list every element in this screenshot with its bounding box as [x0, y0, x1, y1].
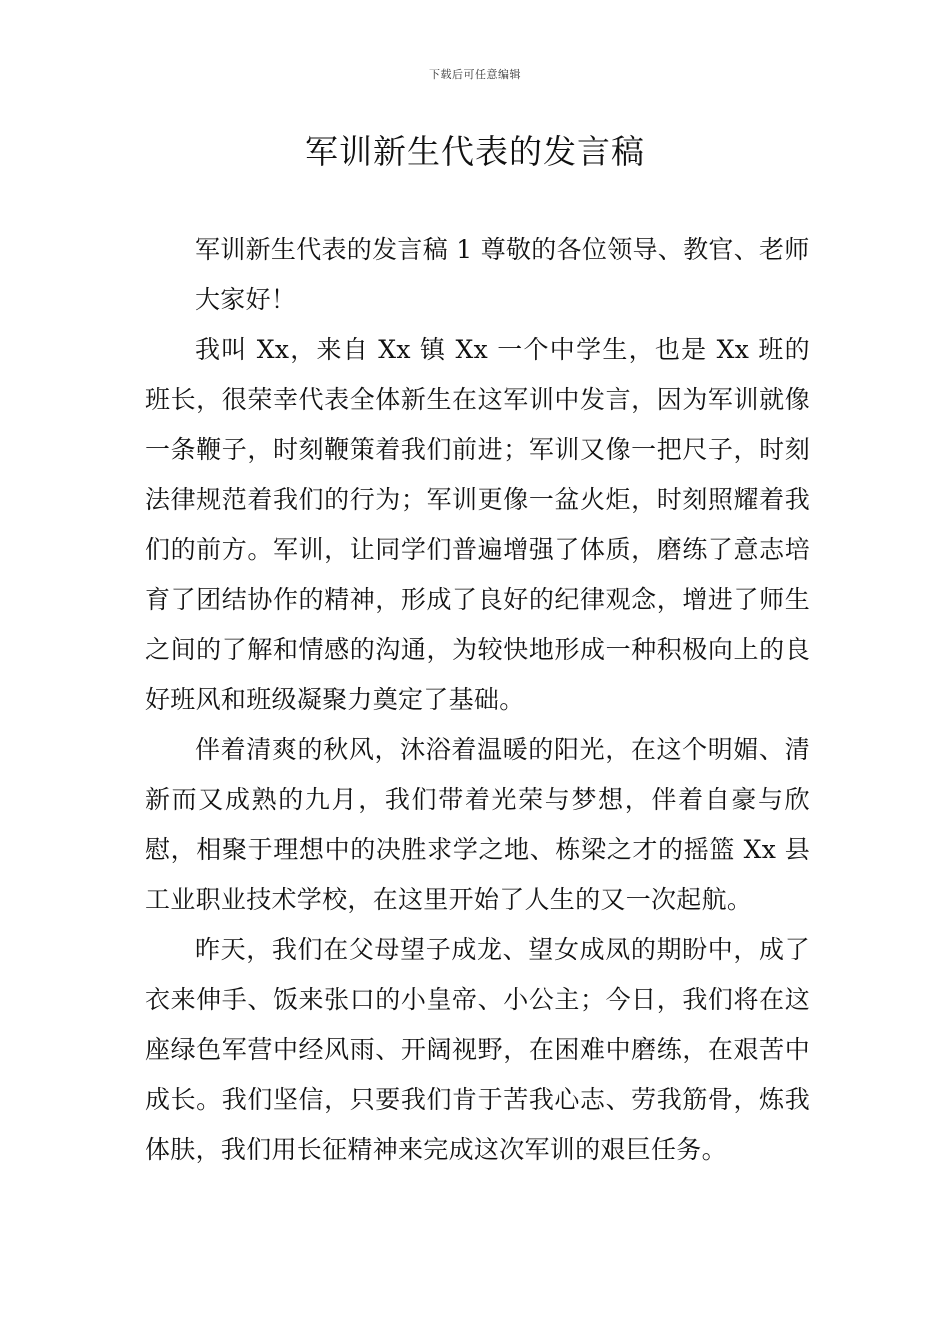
document-title: 军训新生代表的发言稿 — [305, 132, 645, 171]
paragraph-introduction: 我叫 Xx，来自 Xx 镇 Xx 一个中学生，也是 Xx 班的班长，很荣幸代表全体新生在这军训中发言，因为军训就像一条鞭子，时刻鞭策着我们前进；军训又像一把尺子，时刻法律规范着我们的行为；军训更像一盆火炬，时刻照耀着我们的前方。军训，让同学们普遍增强了体质，磨练了意志培育了团结协作的精神，形成了良好的纪律观念，增进了师生之间的了解和情感的沟通，为较快地形成一种积极向上的良好班风和班级凝聚力奠定了基础。 — [145, 335, 810, 714]
paragraph-autumn: 伴着清爽的秋风，沐浴着温暖的阳光，在这个明媚、清新而又成熟的九月，我们带着光荣与梦想，伴着自豪与欣慰，相聚于理想中的决胜求学之地、栋梁之才的摇篮 Xx 县工业职业技术学校，在这里开始了人生的又一次起航。 — [145, 735, 810, 914]
paragraph-greeting: 大家好！ — [195, 285, 297, 314]
paragraph-salutation: 军训新生代表的发言稿 1 尊敬的各位领导、教官、老师 — [195, 235, 810, 264]
paragraph-yesterday: 昨天，我们在父母望子成龙、望女成凤的期盼中，成了衣来伸手、饭来张口的小皇帝、小公主；今日，我们将在这座绿色军营中经风雨、开阔视野，在困难中磨练，在艰苦中成长。我们坚信，只要我们肯于苦我心志、劳我筋骨，炼我体肤，我们用长征精神来完成这次军训的艰巨任务。 — [145, 935, 810, 1164]
header-note: 下载后可任意编辑 — [429, 68, 521, 81]
document-body — [145, 225, 810, 1175]
